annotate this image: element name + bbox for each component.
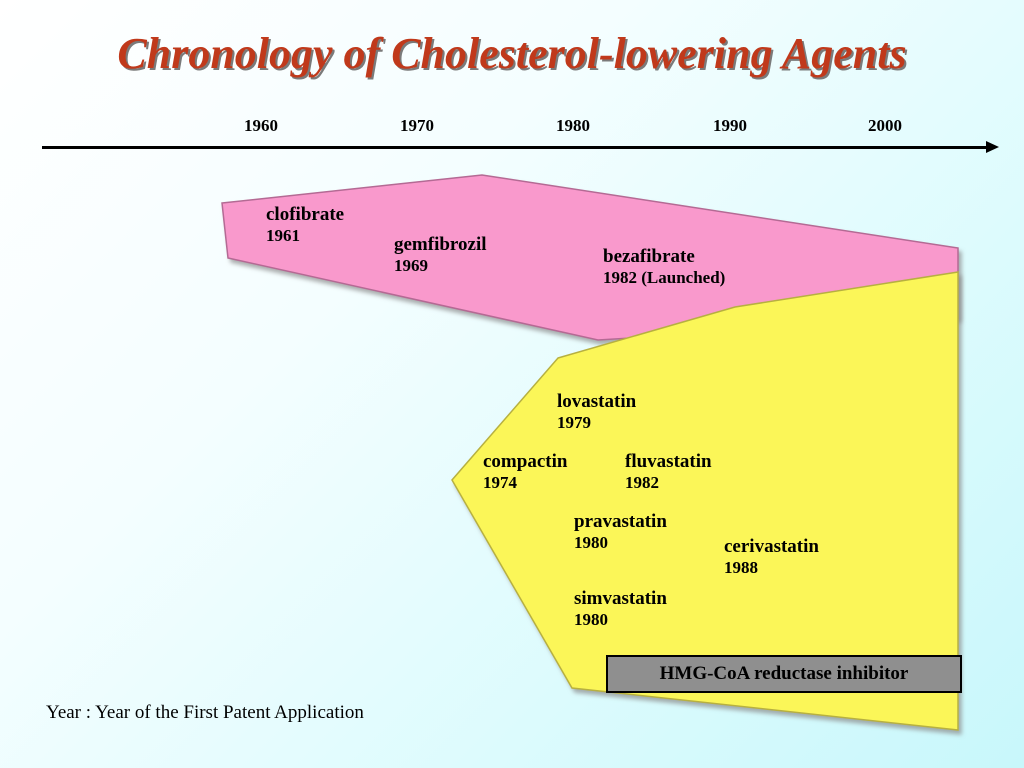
drug-lovastatin: [557, 391, 636, 433]
drug-fluvastatin: [625, 451, 712, 493]
drug-name: fluvastatin: [625, 451, 712, 472]
drug-compactin: [483, 451, 567, 493]
drug-bezafibrate: [603, 246, 725, 288]
timeline-year-2000: 2000: [868, 116, 902, 135]
drug-name: pravastatin: [574, 511, 667, 532]
drug-year: 1974: [483, 473, 517, 492]
drug-name: lovastatin: [557, 391, 637, 412]
drug-name: compactin: [483, 451, 568, 472]
drug-year: 1969: [394, 256, 428, 275]
drug-name: simvastatin: [574, 588, 667, 609]
drug-simvastatin: [574, 588, 667, 630]
drug-gemfibrozil: [394, 234, 487, 276]
statin-legend-label: HMG-CoA reductase inhibitor: [606, 655, 962, 693]
drug-name: clofibrate: [266, 204, 345, 225]
drug-clofibrate: [266, 204, 344, 246]
drug-year: 1982: [625, 473, 659, 492]
drug-year: 1980: [574, 533, 608, 552]
timeline-year-1970: 1970: [400, 116, 434, 135]
drug-year: 1961: [266, 226, 300, 245]
timeline-year-1990: 1990: [713, 116, 747, 135]
drug-pravastatin: [574, 511, 667, 553]
timeline-year-1960: 1960: [244, 116, 278, 135]
drug-name: cerivastatin: [724, 536, 819, 557]
footnote: Year : Year of the First Patent Application: [46, 702, 364, 723]
drug-year: 1980: [574, 610, 608, 629]
drug-year: 1982 (Launched): [603, 268, 726, 287]
drug-year: 1988: [724, 558, 758, 577]
timeline-year-1980: 1980: [556, 116, 590, 135]
drug-year: 1979: [557, 413, 591, 432]
slide-title: Chronology of Cholesterol-lowering Agents: [117, 29, 907, 78]
drug-name: bezafibrate: [603, 246, 695, 267]
drug-name: gemfibrozil: [394, 234, 487, 255]
drug-cerivastatin: [724, 536, 819, 578]
